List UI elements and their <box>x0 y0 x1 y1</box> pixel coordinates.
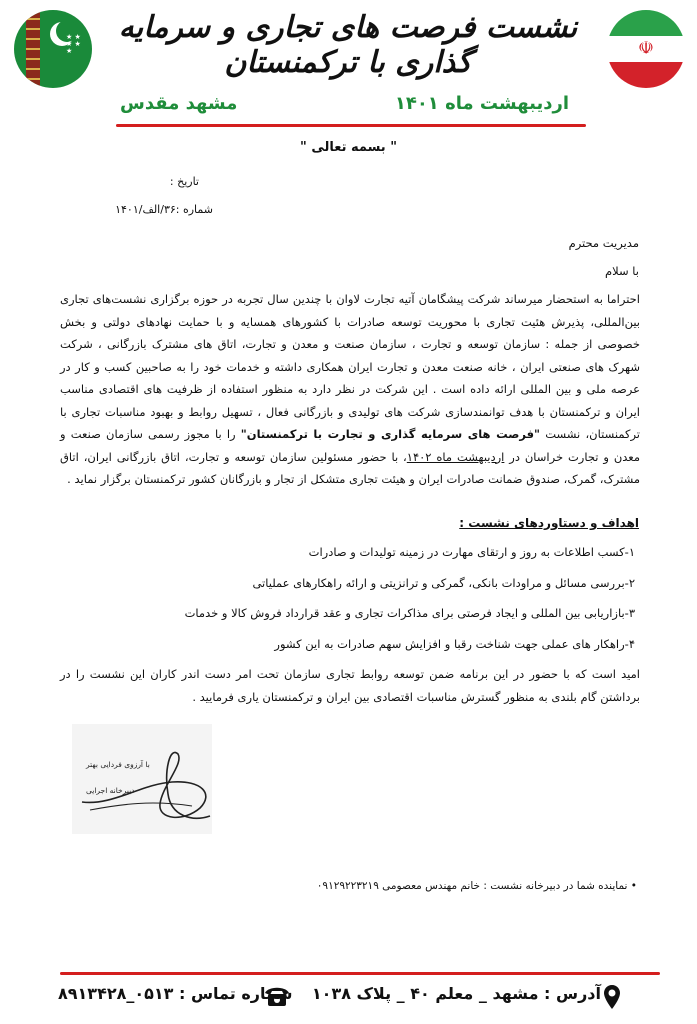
signature-title: دبیرخانه اجرایی <box>86 786 135 795</box>
location-pin-icon <box>603 984 621 1010</box>
footer-phone: شماره تماس : ۰۵۱۳_۸۹۱۳۴۲۸ <box>58 984 293 1003</box>
goal-item: ۱-کسب اطلاعات به روز و ارتقای مهارت در زمینه تولیدات و صادرات <box>308 545 635 559</box>
signature-block <box>72 724 212 834</box>
signature-wish: با آرزوی فردایی بهتر <box>86 760 150 769</box>
body-paragraph <box>60 288 640 491</box>
header-divider <box>116 124 586 127</box>
bismillah: " بسمه تعالی " <box>300 140 397 155</box>
paragraph-text: احتراما به استحضار میرساند شرکت پیشگامان آتیه تجارت لاوان با چندین سال تجربه در حوزه برگزاری نشست‌های تجاری بین‌المللی، پذیرش هئیت تجاری با محوریت توسعه صادرات با کشورهای همسایه و با حمایت نهادهای دولتی و بخش خصوصی از جمله : سازمان توسعه و تجارت ، سازمان صنعت و معدن و تجارت، اتاق های مشترک بازرگانی ، شرکت شهرک های صنعتی ایران ، خانه صنعت معدن و تجارت ایران همکاری داشته و خدمات خود را به صاحبین کسب و کار در عرصه ملی و بین المللی ارائه داده است . این شرکت در نظر دارد به منظور استفاده از ظرفیت های اقتصادی مناسب ایران و ترکمنستان با هدف توانمندسازی شرکت های تولیدی و بازرگانی فعال ، تسهیل روابط و بهبود مناسبات تجاری با ترکمنستان، نشست <box>60 292 640 441</box>
bullet-icon: • <box>627 880 637 892</box>
iran-flag-icon: ☫ <box>607 10 685 88</box>
event-date: اردیبهشت ماه ۱۴۰۲ <box>406 449 505 464</box>
addressee: مدیریت محترم <box>568 236 639 250</box>
turkmenistan-flag-icon: ★ ★ ★ ★ ★ <box>14 10 92 88</box>
header-title: نشست فرصت های تجاری و سرمایه گذاری با ترکمنستان <box>118 10 578 80</box>
footer-address: آدرس : مشهد _ معلم ۴۰ _ پلاک ۱۰۳۸ <box>311 984 601 1003</box>
goals-heading: اهداف و دستاوردهای نشست : <box>459 516 639 530</box>
goal-item: ۴-راهکار های عملی جهت شناخت رقبا و افزایش سهم صادرات به این کشور <box>274 637 635 651</box>
paragraph-end: ، با حضور مسئولین سازمان توسعه و تجارت، اتاق بازرگانی ایران، اتاق مشترک، گمرک، صندوق ضمانت صادرات ایران و هیئت تجاری متشکل از تجار و بازرگانان کشور ترکمنستان برگزار نماید . <box>60 449 640 486</box>
footer-divider <box>60 972 660 975</box>
header-city: مشهد مقدس <box>120 93 238 114</box>
handwritten-signature-icon <box>72 724 212 834</box>
paragraph-cont: را با مجوز رسمی سازمان صنعت و معدن و تجارت خراسان در <box>60 427 641 464</box>
greeting: با سلام <box>605 264 639 278</box>
event-name: "فرصت های سرمایه گذاری و تجارت با ترکمنستان" <box>240 427 541 441</box>
representative-note: • نماینده شما در دبیرخانه نشست : خانم مهندس معصومی ۰۹۱۲۹۲۲۳۲۱۹ <box>316 880 637 892</box>
header-date: اردیبهشت ماه ۱۴۰۱ <box>394 93 569 114</box>
closing-paragraph: امید است که با حضور در این برنامه ضمن توسعه روابط تجاری سازمان تحت امر دست اندر کاران این نشست را در برداشتن گام بلندی به منظور گسترش مناسبات اقتصادی بین ایران و ترکمنستان یاری فرمایید . <box>60 667 640 704</box>
date-label: تاریخ : <box>169 175 199 188</box>
goal-item: ۲-بررسی مسائل و مراودات بانکی، گمرکی و ترانزیتی و ارائه راهکارهای عملیاتی <box>252 576 635 590</box>
goal-item: ۳-بازاریابی بین المللی و ایجاد فرصتی برای مذاکرات تجاری و عقد قرارداد فروش کالا و خدمات <box>184 606 635 620</box>
letter-number: شماره :۳۶/الف/۱۴۰۱ <box>115 203 213 216</box>
footer <box>0 984 697 1012</box>
